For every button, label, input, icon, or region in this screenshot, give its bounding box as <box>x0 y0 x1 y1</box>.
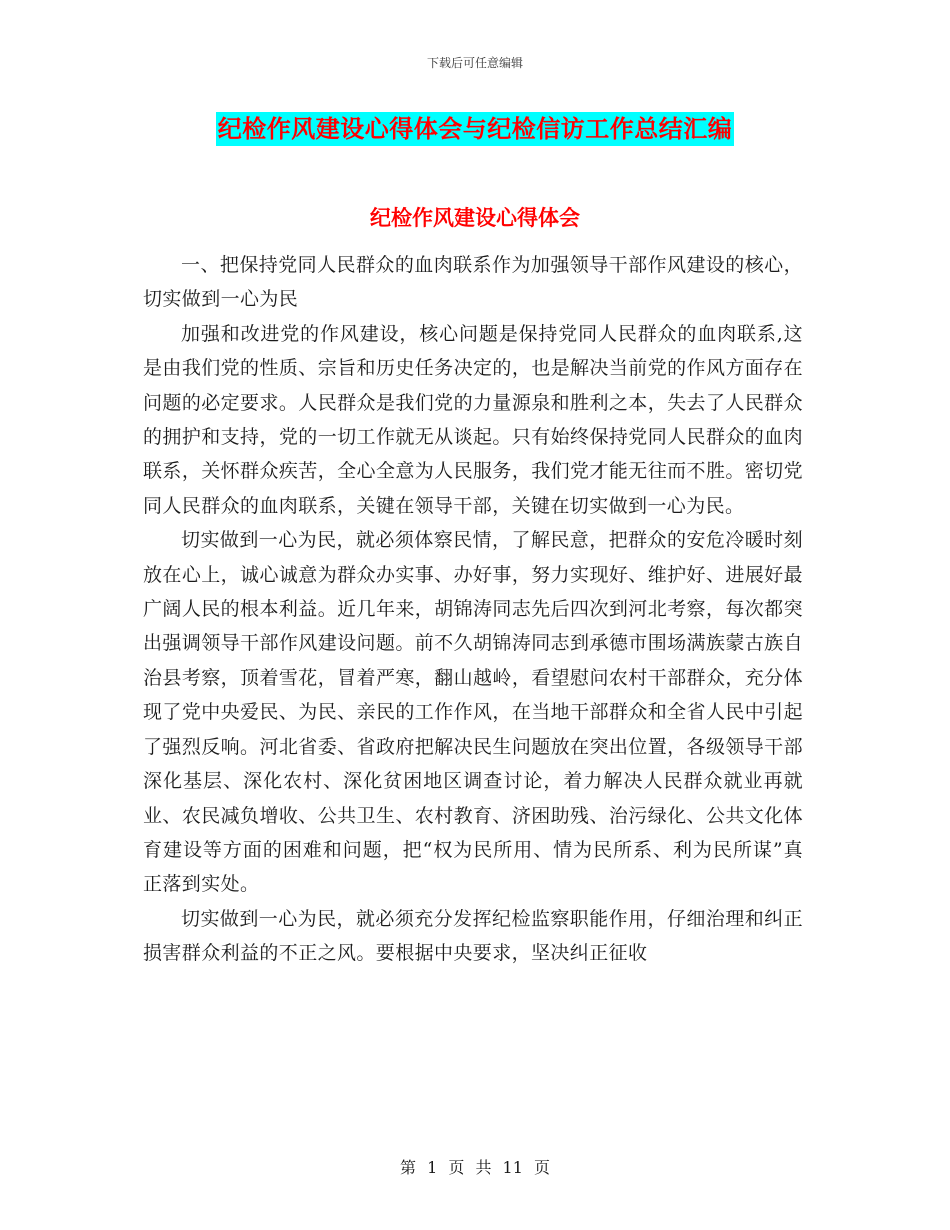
paragraph: 一、把保持党同人民群众的血肉联系作为加强领导干部作风建设的核心，切实做到一心为民 <box>143 254 803 311</box>
section-title: 纪检作风建设心得体会 <box>370 206 580 230</box>
main-title-wrapper <box>0 112 950 146</box>
main-title: 纪检作风建设心得体会与纪检信访工作总结汇编 <box>216 112 735 146</box>
paragraph: 加强和改进党的作风建设，核心问题是保持党同人民群众的血肉联系,这是由我们党的性质、宗旨和历史任务决定的，也是解决当前党的作风方面存在问题的必定要求。人民群众是我们党的力量源泉和胜利之本，失去了人民群众的拥护和支持，党的一切工作就无从谈起。只有始终保持党同人民群众的血肉联系，关怀群众疾苦，全心全意为人民服务，我们党才能无往而不胜。密切党同人民群众的血肉联系，关键在领导干部，关键在切实做到一心为民。 <box>143 322 803 517</box>
document-body <box>143 248 803 971</box>
page-footer: 第 1 页 共 11 页 <box>400 1158 550 1177</box>
paragraph: 切实做到一心为民，就必须体察民情，了解民意，把群众的安危冷暖时刻放在心上，诚心诚意为群众办实事、办好事，努力实现好、维护好、进展好最广阔人民的根本利益。近几年来，胡锦涛同志先后四次到河北考察，每次都突出强调领导干部作风建设问题。前不久胡锦涛同志到承德市围场满族蒙古族自治县考察，顶着雪花，冒着严寒，翻山越岭，看望慰问农村干部群众，充分体现了党中央爱民、为民、亲民的工作作风，在当地干部群众和全省人民中引起了强烈反响。河北省委、省政府把解决民生问题放在突出位置，各级领导干部深化基层、深化农村、深化贫困地区调查讨论，着力解决人民群众就业再就业、农民减负增收、公共卫生、农村教育、济困助残、治污绿化、公共文化体育建设等方面的困难和问题，把“权为民所用、情为民所系、利为民所谋”真正落到实处。 <box>143 529 803 896</box>
header-note: 下载后可任意编辑 <box>426 56 523 70</box>
paragraph: 切实做到一心为民，就必须充分发挥纪检监察职能作用，仔细治理和纠正损害群众利益的不正之风。要根据中央要求，坚决纠正征收 <box>143 907 803 965</box>
